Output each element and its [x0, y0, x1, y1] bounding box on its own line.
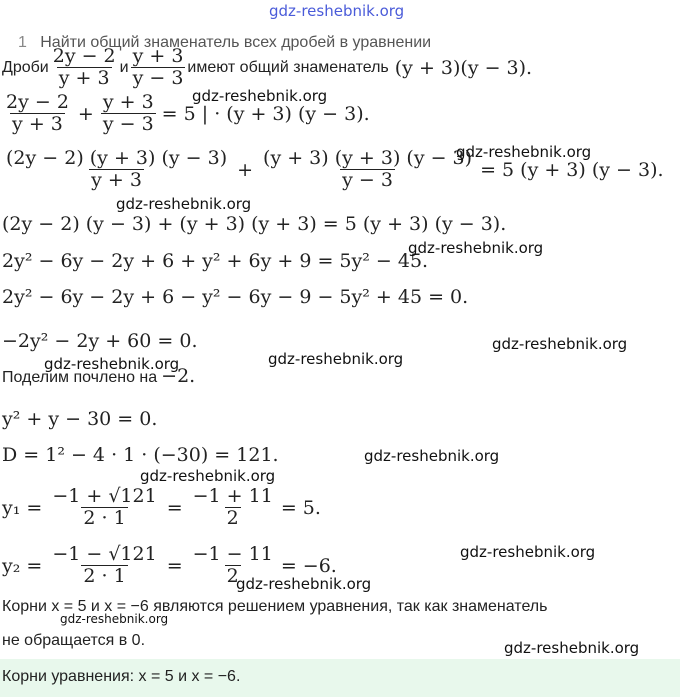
divide-text: Поделим почлено на	[2, 369, 158, 386]
divide-line	[2, 365, 195, 387]
roots-explanation-1: Корни x = 5 и x = −6 являются решением уравнения, так как знаменатель	[2, 598, 548, 615]
eq2-f1-num: (2y − 2) (y + 3) (y − 3)	[6, 147, 228, 169]
roots-explanation-2: не обращается в 0.	[2, 632, 146, 649]
eq2-fraction-2	[261, 148, 474, 191]
y1-fraction	[50, 486, 158, 529]
y1-den2: 2	[226, 507, 239, 529]
equation-5: 2y² − 6y − 2y + 6 − y² − 6y − 9 − 5y² + 45 = 0.	[2, 286, 469, 308]
watermark: gdz-reshebnik.org	[192, 87, 328, 105]
eq1-f1-num: 2y − 2	[6, 91, 69, 113]
eq1-f2-num: y + 3	[102, 91, 154, 113]
eq2-plus: +	[237, 158, 254, 181]
fraction-1	[51, 46, 118, 89]
watermark: gdz-reshebnik.org	[460, 543, 596, 561]
watermark: gdz-reshebnik.org	[236, 575, 372, 593]
eq1-fraction-1	[4, 92, 71, 135]
common-denominator: (y + 3)(y − 3).	[394, 56, 533, 79]
fraction-2	[131, 46, 186, 89]
watermark: gdz-reshebnik.org	[492, 335, 628, 353]
fraction-1-num: 2y − 2	[52, 45, 116, 67]
eq2-fraction-1	[4, 148, 229, 191]
equation-discriminant: D = 1² − 4 · 1 · (−30) = 121.	[2, 444, 279, 466]
y2-result: = −6.	[280, 554, 337, 577]
answer-band	[0, 659, 680, 697]
watermark: gdz-reshebnik.org	[44, 355, 180, 373]
eq1-plus: +	[77, 102, 94, 125]
common-denominator-line	[2, 46, 532, 89]
y1-result: = 5.	[280, 496, 321, 519]
fraction-2-num: y + 3	[132, 45, 184, 67]
y1-num2: −1 + 11	[192, 485, 273, 507]
eq1-rhs: = 5 | · (y + 3) (y − 3).	[161, 102, 370, 125]
divide-value: −2.	[161, 365, 196, 387]
watermark: gdz-reshebnik.org	[408, 239, 544, 257]
watermark: gdz-reshebnik.org	[456, 143, 592, 161]
equation-4: 2y² − 6y − 2y + 6 + y² + 6y + 9 = 5y² − 45.	[2, 250, 429, 272]
eq2-f1-den: y + 3	[91, 169, 142, 191]
line-suffix: имеют общий знаменатель	[187, 58, 389, 76]
y1-fraction-2	[191, 486, 275, 529]
watermark: gdz-reshebnik.org	[504, 639, 640, 657]
line-and: и	[119, 58, 129, 76]
y2-den2: 2	[226, 565, 239, 587]
y2-den: 2 · 1	[83, 565, 126, 587]
eq2-f2-num: (y + 3) (y + 3) (y − 3)	[263, 147, 473, 169]
equation-6: −2y² − 2y + 60 = 0.	[2, 330, 198, 352]
y1-den: 2 · 1	[83, 507, 126, 529]
watermark: gdz-reshebnik.org	[140, 467, 276, 485]
root-y1	[2, 486, 321, 529]
answer-text: Корни уравнения: x = 5 и x = −6.	[2, 668, 241, 685]
fraction-2-den: y − 3	[132, 67, 184, 89]
y1-eq: =	[166, 496, 183, 519]
eq1-fraction-2	[101, 92, 156, 135]
eq2-rhs: = 5 (y + 3) (y − 3).	[480, 158, 664, 181]
watermark: gdz-reshebnik.org	[268, 350, 404, 368]
y1-lhs: y₁ =	[2, 496, 43, 519]
y2-num2: −1 − 11	[192, 543, 273, 565]
y2-eq: =	[166, 554, 183, 577]
eq1-f1-den: y + 3	[12, 113, 63, 135]
line-prefix: Дроби	[2, 58, 49, 76]
y1-num: −1 + √121	[52, 485, 157, 507]
watermark: gdz-reshebnik.org	[60, 612, 169, 626]
step-text: Найти общий знаменатель всех дробей в уравнении	[40, 34, 432, 51]
step-number: 1	[18, 34, 27, 51]
watermark: gdz-reshebnik.org	[364, 447, 500, 465]
y2-num: −1 − √121	[52, 543, 157, 565]
y2-fraction	[50, 544, 158, 587]
eq1-f2-den: y − 3	[102, 113, 154, 135]
equation-7: y² + y − 30 = 0.	[2, 408, 158, 430]
fraction-1-den: y + 3	[58, 67, 110, 89]
watermark: gdz-reshebnik.org	[116, 195, 252, 213]
watermark-top: gdz-reshebnik.org	[269, 2, 405, 20]
equation-3: (2y − 2) (y − 3) + (y + 3) (y + 3) = 5 (y + 3) (y − 3).	[2, 213, 507, 235]
y2-lhs: y₂ =	[2, 554, 43, 577]
eq2-f2-den: y − 3	[342, 169, 393, 191]
